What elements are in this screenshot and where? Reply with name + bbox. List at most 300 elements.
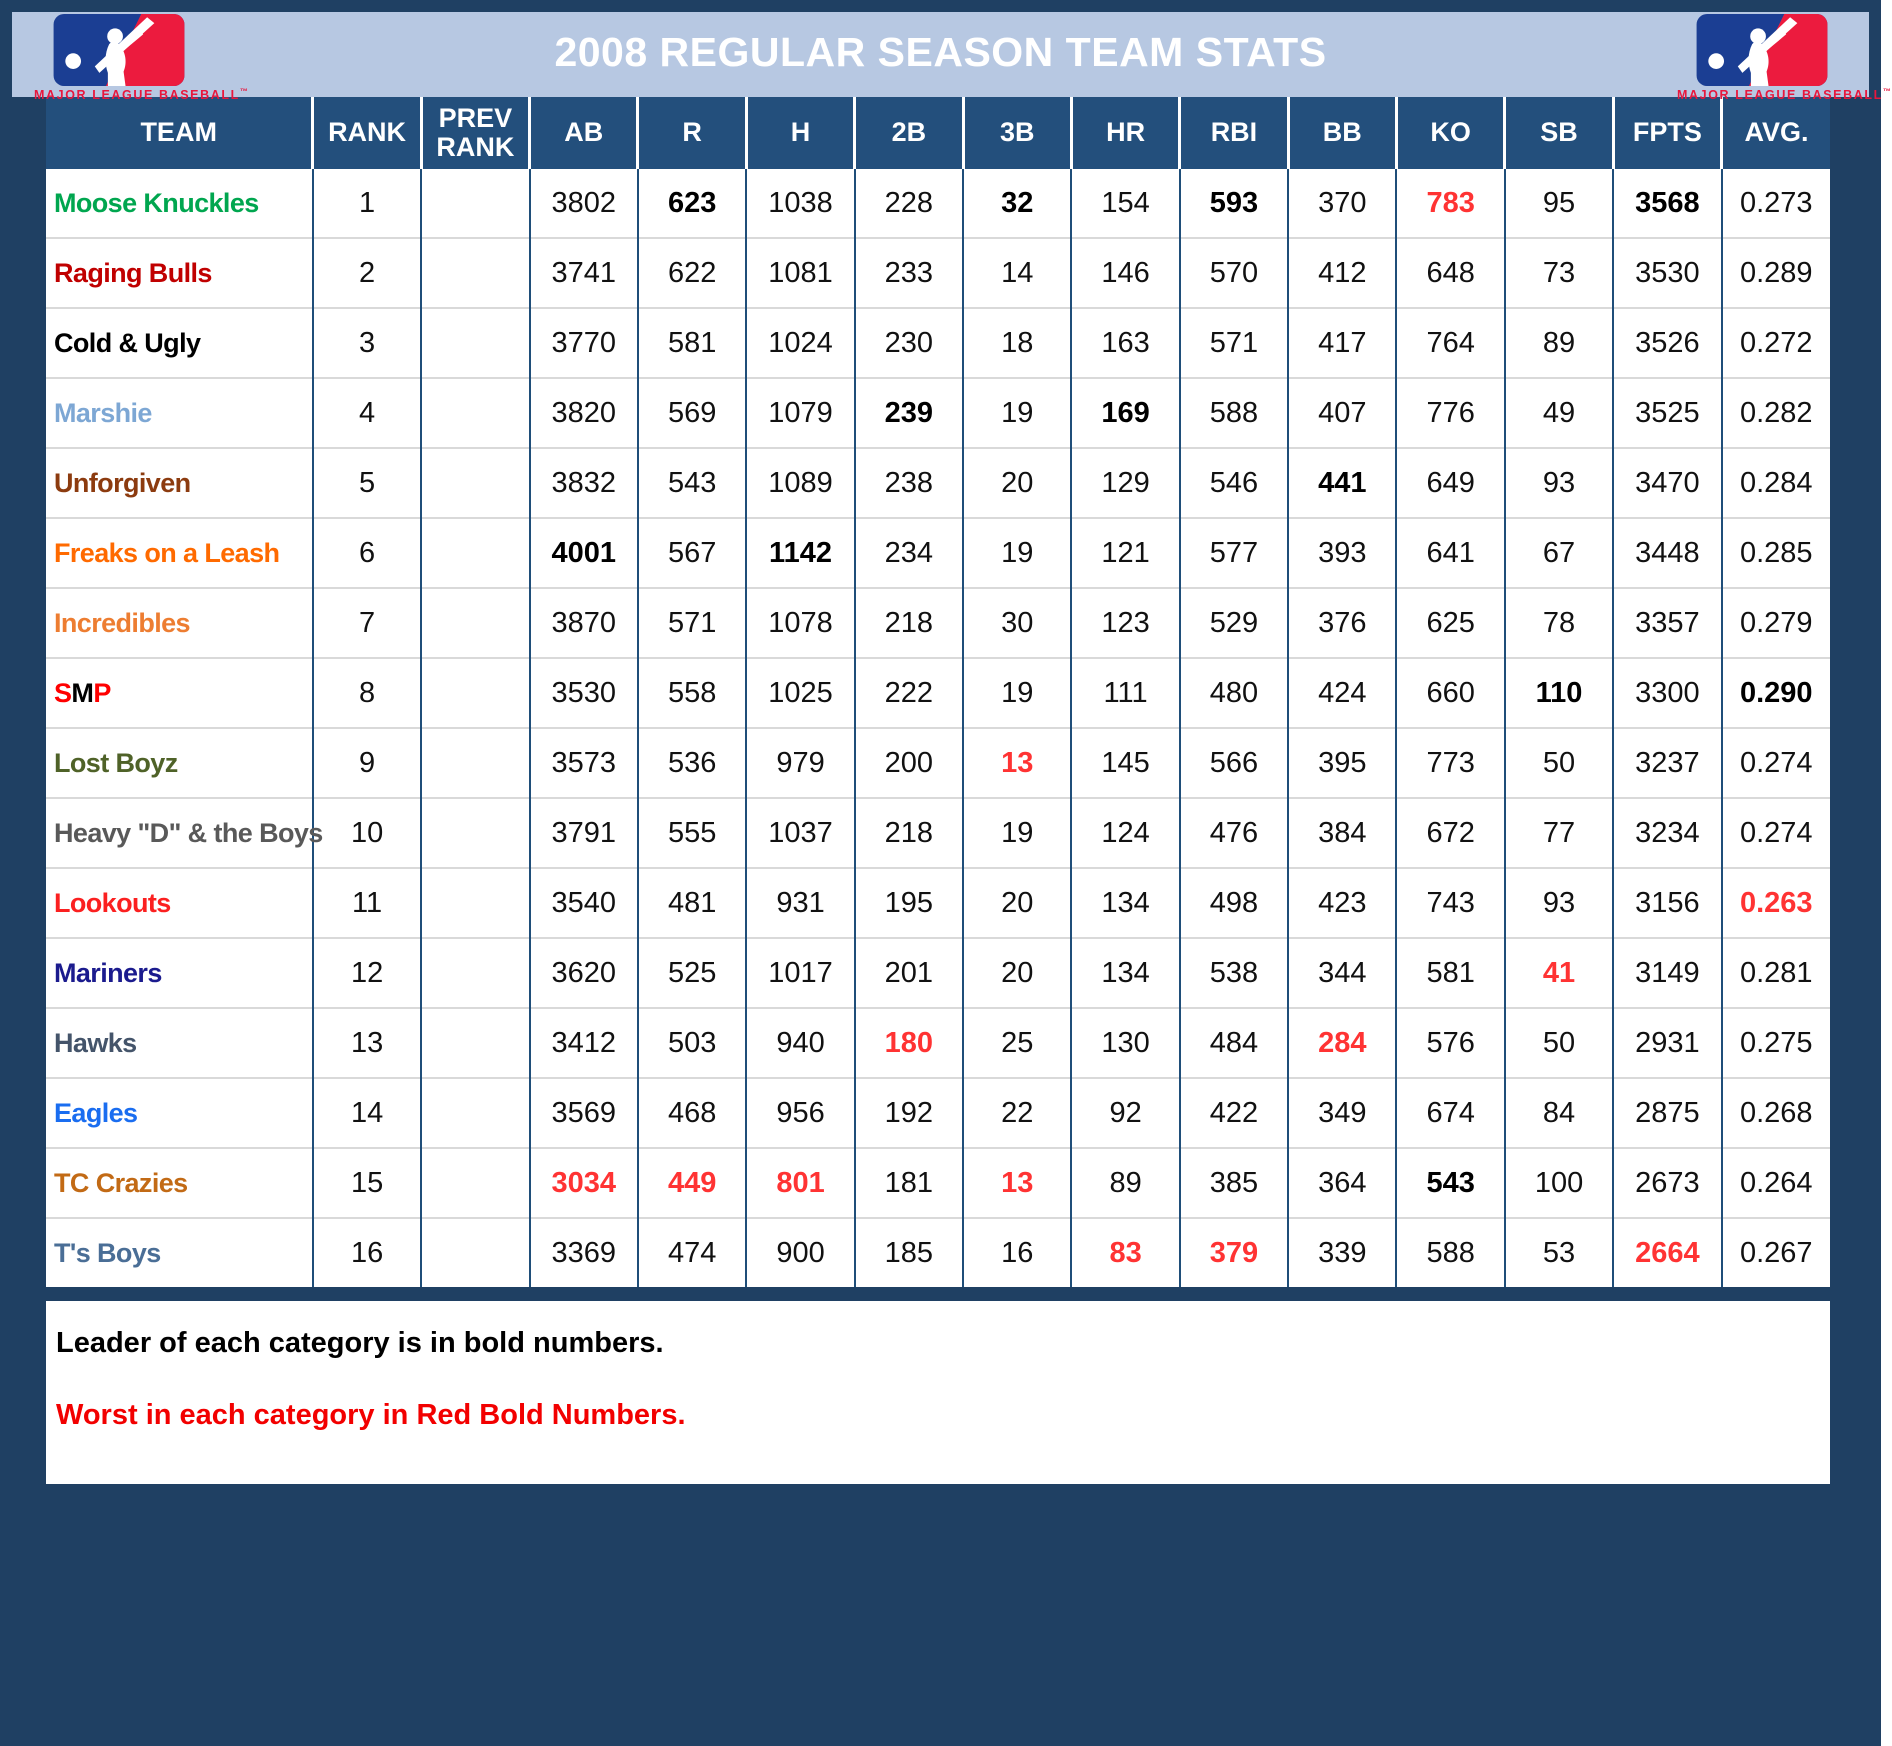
stat-cell: 19 [963,518,1071,588]
table-row [46,728,1830,798]
stat-cell: 379 [1180,1218,1288,1287]
stat-cell: 234 [855,518,963,588]
stat-cell: 146 [1071,238,1179,308]
col-header-ab: AB [530,97,638,169]
stat-cell: 764 [1396,308,1504,378]
stat-cell: 3802 [530,169,638,238]
col-header-h: H [746,97,854,169]
table-row [46,1148,1830,1218]
stat-cell: 2664 [1613,1218,1721,1287]
stat-cell: 566 [1180,728,1288,798]
stat-cell: 3149 [1613,938,1721,1008]
team-name [46,448,313,518]
team-name [46,518,313,588]
team-name-part: Lost Boyz [54,747,178,778]
stat-cell: 145 [1071,728,1179,798]
team-name-part: Incredibles [54,607,190,638]
col-header-prev-rank: PREV RANK [421,97,529,169]
stat-cell: 468 [638,1078,746,1148]
stat-cell: 53 [1505,1218,1613,1287]
rank-cell: 13 [313,1008,421,1078]
stat-cell: 979 [746,728,854,798]
stat-cell: 648 [1396,238,1504,308]
mlb-logo-right [1677,14,1892,103]
col-header-sb: SB [1505,97,1613,169]
mlb-logo-caption: MAJOR LEAGUE BASEBALL™ [34,87,250,103]
rank-cell: 4 [313,378,421,448]
team-name [46,1078,313,1148]
stat-cell: 77 [1505,798,1613,868]
stat-cell: 3525 [1613,378,1721,448]
stat-cell: 567 [638,518,746,588]
stat-cell: 228 [855,169,963,238]
prev-rank-cell [421,448,529,518]
stat-cell: 393 [1288,518,1396,588]
prev-rank-cell [421,868,529,938]
stat-cell: 3870 [530,588,638,658]
stat-cell: 407 [1288,378,1396,448]
stat-cell: 3791 [530,798,638,868]
stat-cell: 385 [1180,1148,1288,1218]
stat-cell: 3569 [530,1078,638,1148]
stat-cell: 588 [1180,378,1288,448]
stat-cell: 181 [855,1148,963,1218]
stat-cell: 25 [963,1008,1071,1078]
stat-cell: 0.281 [1722,938,1830,1008]
stat-cell: 233 [855,238,963,308]
stat-cell: 195 [855,868,963,938]
stat-cell: 89 [1505,308,1613,378]
team-name [46,378,313,448]
stat-cell: 623 [638,169,746,238]
stat-cell: 3620 [530,938,638,1008]
col-header-r: R [638,97,746,169]
stat-cell: 412 [1288,238,1396,308]
team-name-part: P [93,677,111,708]
table-row [46,308,1830,378]
stat-cell: 417 [1288,308,1396,378]
rank-cell: 2 [313,238,421,308]
trademark-symbol: ™ [239,87,250,97]
stat-cell: 569 [638,378,746,448]
col-header-ko: KO [1396,97,1504,169]
stat-cell: 625 [1396,588,1504,658]
col-header-2b: 2B [855,97,963,169]
stat-cell: 93 [1505,448,1613,518]
table-row [46,1218,1830,1287]
team-name [46,798,323,868]
stat-cell: 3530 [1613,238,1721,308]
stat-cell: 476 [1180,798,1288,868]
stat-cell: 0.279 [1722,588,1830,658]
stat-cell: 222 [855,658,963,728]
stat-cell: 424 [1288,658,1396,728]
notes-box [46,1301,1830,1484]
col-header-3b: 3B [963,97,1071,169]
stat-cell: 0.264 [1722,1148,1830,1218]
stat-cell: 0.267 [1722,1218,1830,1287]
stat-cell: 19 [963,658,1071,728]
stat-cell: 3237 [1613,728,1721,798]
table-row [46,1008,1830,1078]
team-name [46,658,313,728]
team-name [46,1148,313,1218]
stat-cell: 422 [1180,1078,1288,1148]
stat-cell: 1081 [746,238,854,308]
team-name [46,238,313,308]
stat-cell: 50 [1505,728,1613,798]
stat-cell: 84 [1505,1078,1613,1148]
stat-cell: 19 [963,378,1071,448]
stat-cell: 940 [746,1008,854,1078]
rank-cell: 15 [313,1148,421,1218]
stat-cell: 22 [963,1078,1071,1148]
team-name-part: T's Boys [54,1237,161,1268]
stat-cell: 3526 [1613,308,1721,378]
stat-cell: 546 [1180,448,1288,518]
stat-cell: 3034 [530,1148,638,1218]
rank-cell: 1 [313,169,421,238]
stat-cell: 201 [855,938,963,1008]
stat-cell: 284 [1288,1008,1396,1078]
stat-cell: 13 [963,1148,1071,1218]
stat-cell: 3540 [530,868,638,938]
stat-cell: 169 [1071,378,1179,448]
stat-cell: 163 [1071,308,1179,378]
col-header-avg: AVG. [1722,97,1830,169]
team-name [46,868,313,938]
stat-cell: 364 [1288,1148,1396,1218]
stat-cell: 41 [1505,938,1613,1008]
stat-cell: 543 [1396,1148,1504,1218]
prev-rank-cell [421,1078,529,1148]
stat-cell: 20 [963,868,1071,938]
stat-cell: 956 [746,1078,854,1148]
stat-cell: 660 [1396,658,1504,728]
table-row [46,798,1830,868]
stat-cell: 783 [1396,169,1504,238]
stat-cell: 672 [1396,798,1504,868]
team-name-part: Raging Bulls [54,257,212,288]
stat-cell: 484 [1180,1008,1288,1078]
stat-cell: 649 [1396,448,1504,518]
stat-cell: 134 [1071,868,1179,938]
rank-cell: 14 [313,1078,421,1148]
stat-cell: 0.275 [1722,1008,1830,1078]
stat-cell: 622 [638,238,746,308]
stat-cell: 218 [855,588,963,658]
prev-rank-cell [421,1218,529,1287]
table-row [46,448,1830,518]
team-name-part: M [71,677,94,708]
stat-cell: 743 [1396,868,1504,938]
stat-cell: 3156 [1613,868,1721,938]
stat-cell: 588 [1396,1218,1504,1287]
stat-cell: 218 [855,798,963,868]
stat-cell: 3770 [530,308,638,378]
stat-cell: 370 [1288,169,1396,238]
stat-cell: 130 [1071,1008,1179,1078]
team-name-part: Heavy "D" & the Boys [54,817,323,848]
stat-cell: 498 [1180,868,1288,938]
banner [12,12,1892,103]
stat-cell: 2673 [1613,1148,1721,1218]
stat-cell: 1025 [746,658,854,728]
page-title: 2008 REGULAR SEASON TEAM STATS [554,29,1327,75]
stat-cell: 230 [855,308,963,378]
stat-cell: 20 [963,448,1071,518]
stat-cell: 449 [638,1148,746,1218]
mlb-logo-caption: MAJOR LEAGUE BASEBALL™ [1677,87,1892,103]
prev-rank-cell [421,588,529,658]
stat-cell: 123 [1071,588,1179,658]
stat-cell: 2875 [1613,1078,1721,1148]
team-name [46,938,313,1008]
rank-cell: 12 [313,938,421,1008]
prev-rank-cell [421,1148,529,1218]
col-header-fpts: FPTS [1613,97,1721,169]
table-row [46,238,1830,308]
table-row [46,1078,1830,1148]
stat-cell: 593 [1180,169,1288,238]
stat-cell: 571 [1180,308,1288,378]
stat-cell: 93 [1505,868,1613,938]
note-leader-legend: Leader of each category is in bold numbers. [56,1327,664,1359]
stat-cell: 776 [1396,378,1504,448]
stat-cell: 481 [638,868,746,938]
stat-cell: 83 [1071,1218,1179,1287]
prev-rank-cell [421,938,529,1008]
stat-cell: 3568 [1613,169,1721,238]
stat-cell: 339 [1288,1218,1396,1287]
prev-rank-cell [421,308,529,378]
stat-cell: 0.263 [1722,868,1830,938]
stat-cell: 581 [638,308,746,378]
table-row [46,378,1830,448]
stat-cell: 525 [638,938,746,1008]
stat-cell: 3832 [530,448,638,518]
stat-cell: 529 [1180,588,1288,658]
stat-cell: 577 [1180,518,1288,588]
table-row [46,868,1830,938]
team-name [46,308,313,378]
stat-cell: 0.284 [1722,448,1830,518]
col-header-rbi: RBI [1180,97,1288,169]
stat-cell: 0.274 [1722,798,1830,868]
stat-cell: 3369 [530,1218,638,1287]
stat-cell: 124 [1071,798,1179,868]
col-header-hr: HR [1071,97,1179,169]
stat-cell: 581 [1396,938,1504,1008]
stat-cell: 67 [1505,518,1613,588]
table-row [46,588,1830,658]
stat-cell: 441 [1288,448,1396,518]
prev-rank-cell [421,728,529,798]
stat-cell: 1089 [746,448,854,518]
team-name-part: Freaks on a Leash [54,537,280,568]
stat-cell: 0.273 [1722,169,1830,238]
team-name-part: TC Crazies [54,1167,188,1198]
team-name [46,1218,313,1287]
stat-cell: 801 [746,1148,854,1218]
stat-cell: 185 [855,1218,963,1287]
stat-cell: 384 [1288,798,1396,868]
table-row [46,169,1830,238]
stat-cell: 3448 [1613,518,1721,588]
stat-cell: 32 [963,169,1071,238]
stat-cell: 14 [963,238,1071,308]
stat-cell: 73 [1505,238,1613,308]
stat-cell: 20 [963,938,1071,1008]
team-name-part: Hawks [54,1027,137,1058]
prev-rank-cell [421,1008,529,1078]
stats-table [46,97,1830,1287]
stat-cell: 773 [1396,728,1504,798]
team-name-part: Mariners [54,957,162,988]
stat-cell: 111 [1071,658,1179,728]
team-name-part: Eagles [54,1097,138,1128]
stat-cell: 900 [746,1218,854,1287]
stat-cell: 503 [638,1008,746,1078]
stat-cell: 89 [1071,1148,1179,1218]
stat-cell: 121 [1071,518,1179,588]
stat-cell: 3300 [1613,658,1721,728]
team-name [46,728,313,798]
team-name [46,169,313,238]
prev-rank-cell [421,798,529,868]
stat-cell: 344 [1288,938,1396,1008]
mlb-logo-icon [50,14,188,86]
stat-cell: 349 [1288,1078,1396,1148]
prev-rank-cell [421,658,529,728]
trademark-symbol: ™ [1882,87,1892,97]
team-name-part: S [54,677,72,708]
rank-cell: 7 [313,588,421,658]
stat-cell: 180 [855,1008,963,1078]
team-name-part: Lookouts [54,887,171,918]
prev-rank-cell [421,238,529,308]
stat-cell: 238 [855,448,963,518]
stat-cell: 555 [638,798,746,868]
team-name-part: Moose Knuckles [54,187,259,218]
note-worst-legend: Worst in each category in Red Bold Numbers. [56,1399,686,1431]
stat-cell: 570 [1180,238,1288,308]
col-header-rank: RANK [313,97,421,169]
stat-cell: 1079 [746,378,854,448]
stat-cell: 95 [1505,169,1613,238]
stat-cell: 0.290 [1722,658,1830,728]
rank-cell: 8 [313,658,421,728]
table-row [46,938,1830,1008]
stat-cell: 0.272 [1722,308,1830,378]
stat-cell: 1037 [746,798,854,868]
stat-cell: 480 [1180,658,1288,728]
stat-cell: 3357 [1613,588,1721,658]
stat-cell: 30 [963,588,1071,658]
stat-cell: 1038 [746,169,854,238]
stat-cell: 92 [1071,1078,1179,1148]
stat-cell: 110 [1505,658,1613,728]
stat-cell: 674 [1396,1078,1504,1148]
stat-cell: 1078 [746,588,854,658]
stat-cell: 3741 [530,238,638,308]
stat-cell: 16 [963,1218,1071,1287]
table-row [46,518,1830,588]
stat-cell: 154 [1071,169,1179,238]
col-header-team: TEAM [46,97,313,169]
prev-rank-cell [421,518,529,588]
stat-cell: 576 [1396,1008,1504,1078]
team-name-part: Marshie [54,397,152,428]
stat-cell: 0.274 [1722,728,1830,798]
stat-cell: 538 [1180,938,1288,1008]
stat-cell: 0.282 [1722,378,1830,448]
stat-cell: 50 [1505,1008,1613,1078]
stat-cell: 239 [855,378,963,448]
stat-cell: 18 [963,308,1071,378]
stat-cell: 49 [1505,378,1613,448]
rank-cell: 5 [313,448,421,518]
stat-cell: 543 [638,448,746,518]
rank-cell: 11 [313,868,421,938]
prev-rank-cell [421,378,529,448]
stat-cell: 2931 [1613,1008,1721,1078]
team-name [46,588,313,658]
stat-cell: 3412 [530,1008,638,1078]
rank-cell: 16 [313,1218,421,1287]
stat-cell: 558 [638,658,746,728]
stat-cell: 13 [963,728,1071,798]
stat-cell: 100 [1505,1148,1613,1218]
stat-cell: 19 [963,798,1071,868]
rank-cell: 3 [313,308,421,378]
stat-cell: 1142 [746,518,854,588]
mlb-logo-icon [1693,14,1831,86]
stat-cell: 0.285 [1722,518,1830,588]
rank-cell: 9 [313,728,421,798]
stat-cell: 3573 [530,728,638,798]
stat-cell: 3820 [530,378,638,448]
stat-cell: 1017 [746,938,854,1008]
col-header-bb: BB [1288,97,1396,169]
stat-cell: 192 [855,1078,963,1148]
team-name-part: Unforgiven [54,467,191,498]
stat-cell: 0.289 [1722,238,1830,308]
stat-cell: 4001 [530,518,638,588]
stat-cell: 3530 [530,658,638,728]
stat-cell: 423 [1288,868,1396,938]
stat-cell: 376 [1288,588,1396,658]
stat-cell: 134 [1071,938,1179,1008]
stat-cell: 395 [1288,728,1396,798]
mlb-logo-left [34,14,250,103]
stat-cell: 536 [638,728,746,798]
stat-cell: 1024 [746,308,854,378]
stat-cell: 641 [1396,518,1504,588]
stat-cell: 78 [1505,588,1613,658]
rank-cell: 10 [313,798,421,868]
table-row [46,658,1830,728]
stat-cell: 200 [855,728,963,798]
team-name [46,1008,313,1078]
stat-cell: 571 [638,588,746,658]
stat-cell: 129 [1071,448,1179,518]
prev-rank-cell [421,169,529,238]
stat-cell: 0.268 [1722,1078,1830,1148]
stat-cell: 474 [638,1218,746,1287]
stat-cell: 3470 [1613,448,1721,518]
rank-cell: 6 [313,518,421,588]
